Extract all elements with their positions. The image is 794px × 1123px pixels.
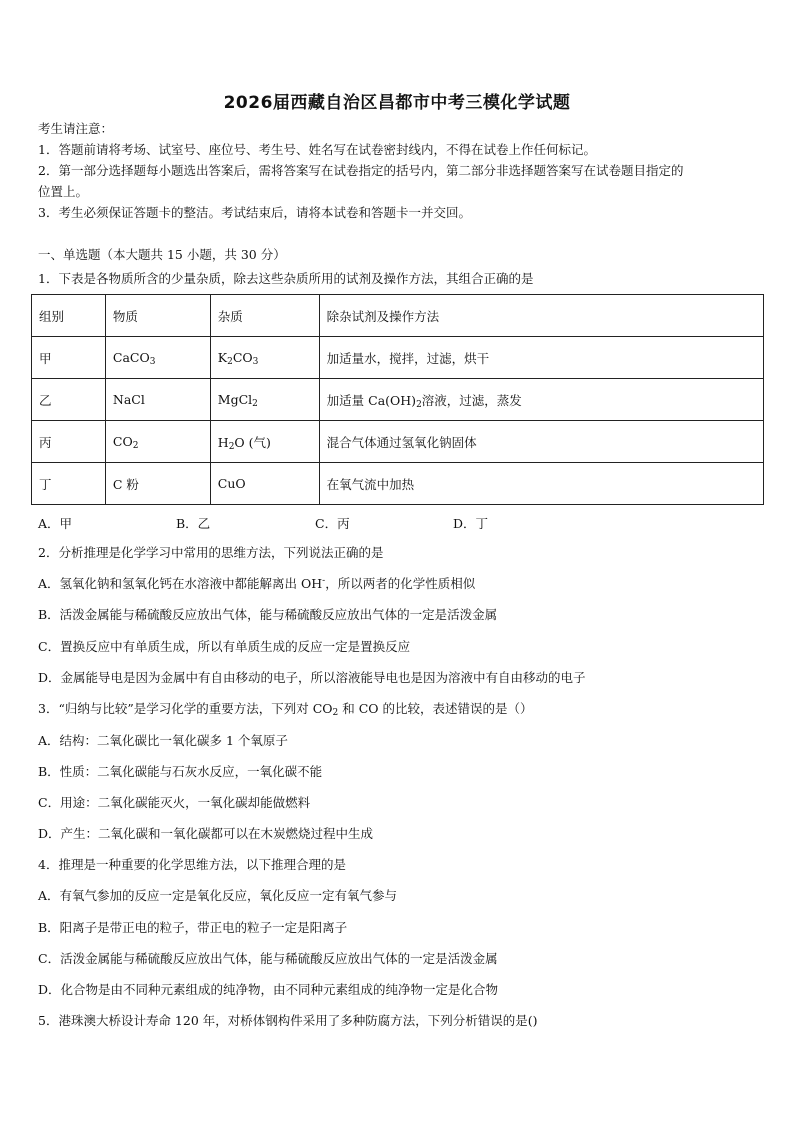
impurity-cell: MgCl$_2$ [210, 379, 319, 421]
substance-cell: $CO_2$ [105, 421, 210, 463]
method-cell: 加适量水，搅拌，过滤，烘干 [319, 337, 763, 379]
group-cell: 丙 [32, 421, 106, 463]
exam-title: 2026届西藏自治区昌都市中考三模化学试题 [223, 93, 571, 113]
notice-heading: 考生请注意： [38, 121, 114, 136]
table-row [32, 379, 764, 421]
notice-item-1: 1．答题前请将考场、试室号、座位号、考生号、姓名写在试卷密封线内，不得在试卷上作任何标记。 [38, 142, 596, 157]
substance-cell: CaCO$_3$ [105, 337, 210, 379]
notice-item-2-cont: 位置上。 [38, 184, 89, 199]
notice-item-2: 2．第一部分选择题每小题选出答案后，需将答案写在试卷指定的括号内，第二部分非选择题答案写在试卷题目指定的 [38, 163, 684, 178]
impurity-cell: CuO [210, 463, 319, 505]
q3-option-b[interactable]: B．性质：二氧化碳能与石灰水反应，一氧化碳不能 [38, 764, 323, 779]
method-cell: 在氧气流中加热 [319, 463, 763, 505]
group-cell: 乙 [32, 379, 106, 421]
q3-option-a[interactable]: A．结构：二氧化碳比一氧化碳多 1 个氧原子 [38, 733, 288, 748]
q2-stem: 2．分析推理是化学学习中常用的思维方法，下列说法正确的是 [38, 545, 384, 560]
substance-cell: NaCl [105, 379, 210, 421]
method-cell: 混合气体通过氢氧化钠固体 [319, 421, 763, 463]
method-cell: 加适量 $Ca(OH)_2$溶液，过滤，蒸发 [319, 379, 763, 421]
q3-option-d[interactable]: D．产生：二氧化碳和一氧化碳都可以在木炭燃烧过程中生成 [38, 826, 374, 841]
q4-option-d[interactable]: D．化合物是由不同种元素组成的纯净物，由不同种元素组成的纯净物一定是化合物 [38, 982, 499, 997]
header-group: 组别 [32, 295, 106, 337]
group-cell: 丁 [32, 463, 106, 505]
substance-cell: C 粉 [105, 463, 210, 505]
table-row [32, 463, 764, 505]
q2-option-c[interactable]: C．置换反应中有单质生成，所以有单质生成的反应一定是置换反应 [38, 639, 411, 654]
impurity-cell: $H_2O$ (气) [210, 421, 319, 463]
q4-option-a[interactable]: A．有氧气参加的反应一定是氧化反应，氧化反应一定有氧气参与 [38, 888, 398, 903]
q1-option-c[interactable]: C．丙 [315, 516, 350, 531]
q4-option-b[interactable]: B．阳离子是带正电的粒子，带正电的粒子一定是阳离子 [38, 920, 348, 935]
q1-option-b[interactable]: B．乙 [176, 516, 211, 531]
q1-option-a[interactable]: A．甲 [38, 516, 73, 531]
section-heading: 一、单选题（本大题共 15 小题，共 30 分） [38, 247, 286, 262]
q2-option-b[interactable]: B．活泼金属能与稀硫酸反应放出气体，能与稀硫酸反应放出气体的一定是活泼金属 [38, 607, 498, 622]
table-header-row [32, 295, 764, 337]
header-method: 除杂试剂及操作方法 [319, 295, 763, 337]
group-cell: 甲 [32, 337, 106, 379]
q1-option-d[interactable]: D．丁 [453, 516, 489, 531]
q2-option-a[interactable]: A．氢氧化钠和氢氧化钙在水溶液中都能解离出 OH-，所以两者的化学性质相似 [38, 576, 476, 591]
header-substance: 物质 [105, 295, 210, 337]
q4-option-c[interactable]: C．活泼金属能与稀硫酸反应放出气体，能与稀硫酸反应放出气体的一定是活泼金属 [38, 951, 498, 966]
table-row [32, 337, 764, 379]
table-row [32, 421, 764, 463]
q3-stem: 3．“归纳与比较”是学习化学的重要方法，下列对 $CO_2$ 和 CO 的比较，表述错误的是（） [38, 701, 533, 718]
impurity-cell: $K_2CO_3$ [210, 337, 319, 379]
q1-stem: 1．下表是各物质所含的少量杂质，除去这些杂质所用的试剂及操作方法，其组合正确的是 [38, 271, 534, 286]
q5-stem: 5．港珠澳大桥设计寿命 120 年，对桥体钢构件采用了多种防腐方法，下列分析错误的是() [38, 1013, 538, 1028]
q2-option-d[interactable]: D．金属能导电是因为金属中有自由移动的电子，所以溶液能导电也是因为溶液中有自由移动的电子 [38, 670, 586, 685]
q3-option-c[interactable]: C．用途：二氧化碳能灭火，一氧化碳却能做燃料 [38, 795, 311, 810]
header-impurity: 杂质 [210, 295, 319, 337]
q4-stem: 4．推理是一种重要的化学思维方法，以下推理合理的是 [38, 857, 346, 872]
notice-item-3: 3．考生必须保证答题卡的整洁。考试结束后，请将本试卷和答题卡一并交回。 [38, 205, 471, 220]
q1-table [31, 294, 764, 505]
